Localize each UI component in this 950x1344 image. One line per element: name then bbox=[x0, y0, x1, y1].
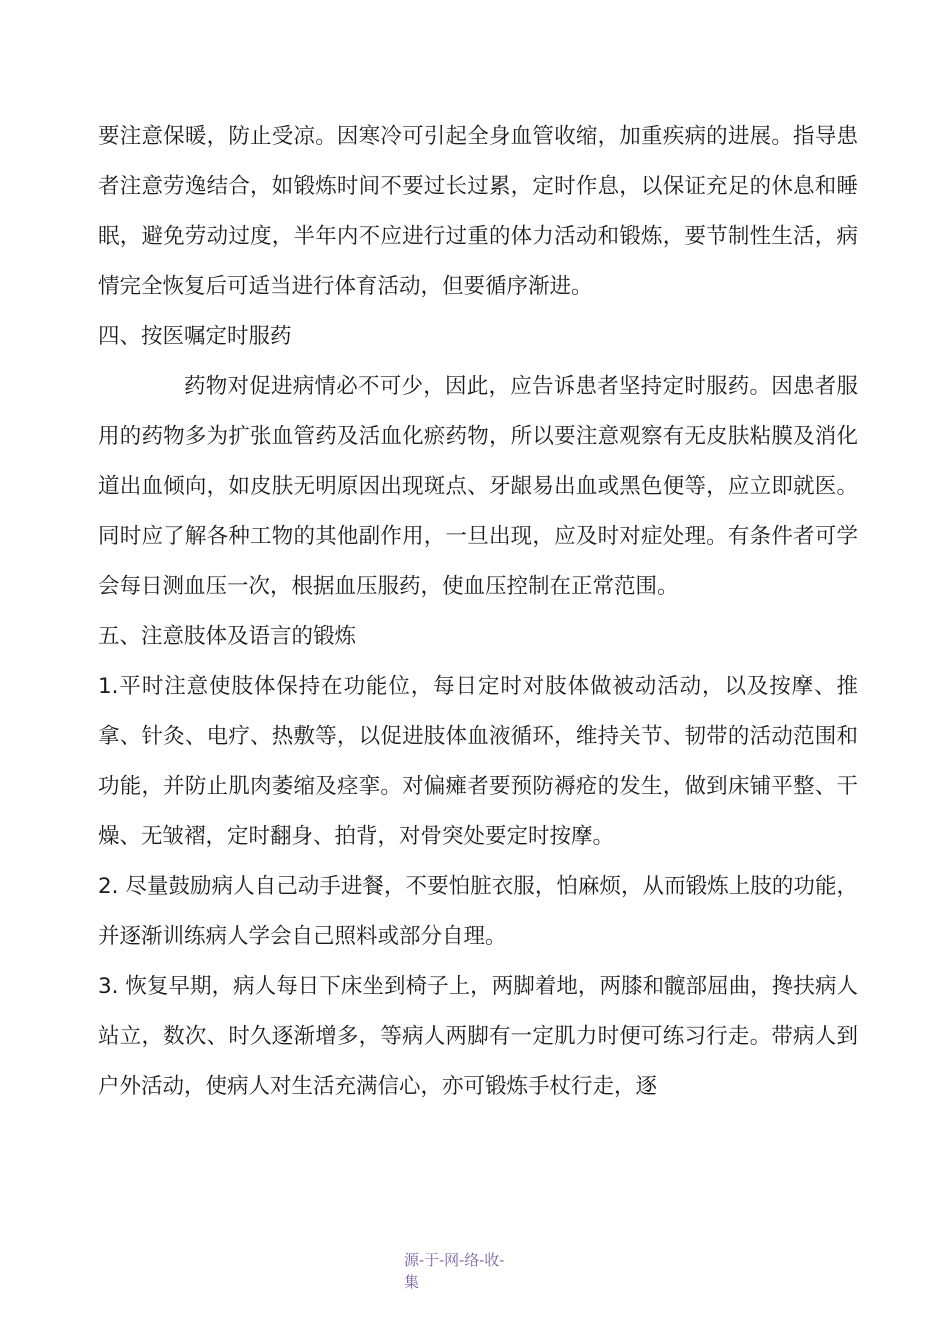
paragraph-medication: 药物对促进病情必不可少，因此，应告诉患者坚持定时服药。因患者服用的药物多为扩张血管药及活血化瘀药物，所以要注意观察有无皮肤粘膜及消化道出血倾向，如皮肤无明原因出现斑点、牙龈易出血或黑色便等，应立即就医。同时应了解各种工物的其他副作用，一旦出现，应及时对症处理。有条件者可学会每日测血压一次，根据血压服药，使血压控制在正常范围。 bbox=[98, 374, 858, 599]
list-item-early-recovery: 3. 恢复早期，病人每日下床坐到椅子上，两脚着地，两膝和髋部屈曲，搀扶病人站立，数次、时久逐渐增多，等病人两脚有一定肌力时便可练习行走。带病人到户外活动，使病人对生活充满信心，亦可锻炼手杖行走，逐 bbox=[98, 974, 858, 1099]
section-heading-exercise: 五、注意肢体及语言的锻炼 bbox=[98, 624, 357, 649]
page-footer bbox=[404, 1249, 534, 1293]
footer-line-1: 源-于-网-络-收- bbox=[404, 1251, 505, 1269]
list-item-limb-position: 1.平时注意使肢体保持在功能位，每日定时对肢体做被动活动，以及按摩、推拿、针灸、电疗、热敷等，以促进肢体血液循环，维持关节、韧带的活动范围和功能，并防止肌肉萎缩及痉挛。对偏瘫者要预防褥疮的发生，做到床铺平整、干燥、无皱褶，定时翻身、拍背，对骨突处要定时按摩。 bbox=[98, 674, 858, 849]
footer-line-2: 集 bbox=[404, 1273, 420, 1291]
list-item-self-feeding: 2. 尽量鼓励病人自己动手进餐，不要怕脏衣服，怕麻烦，从而锻炼上肢的功能，并逐渐训练病人学会自己照料或部分自理。 bbox=[98, 874, 858, 949]
section-heading-medication: 四、按医嘱定时服药 bbox=[98, 324, 292, 349]
paragraph-warmth-rest: 要注意保暖，防止受凉。因寒冷可引起全身血管收缩，加重疾病的进展。指导患者注意劳逸结合，如锻炼时间不要过长过累，定时作息，以保证充足的休息和睡眠，避免劳动过度，半年内不应进行过重的体力活动和锻炼，要节制性生活，病情完全恢复后可适当进行体育活动，但要循序渐进。 bbox=[98, 124, 858, 299]
document-body bbox=[98, 112, 858, 1112]
